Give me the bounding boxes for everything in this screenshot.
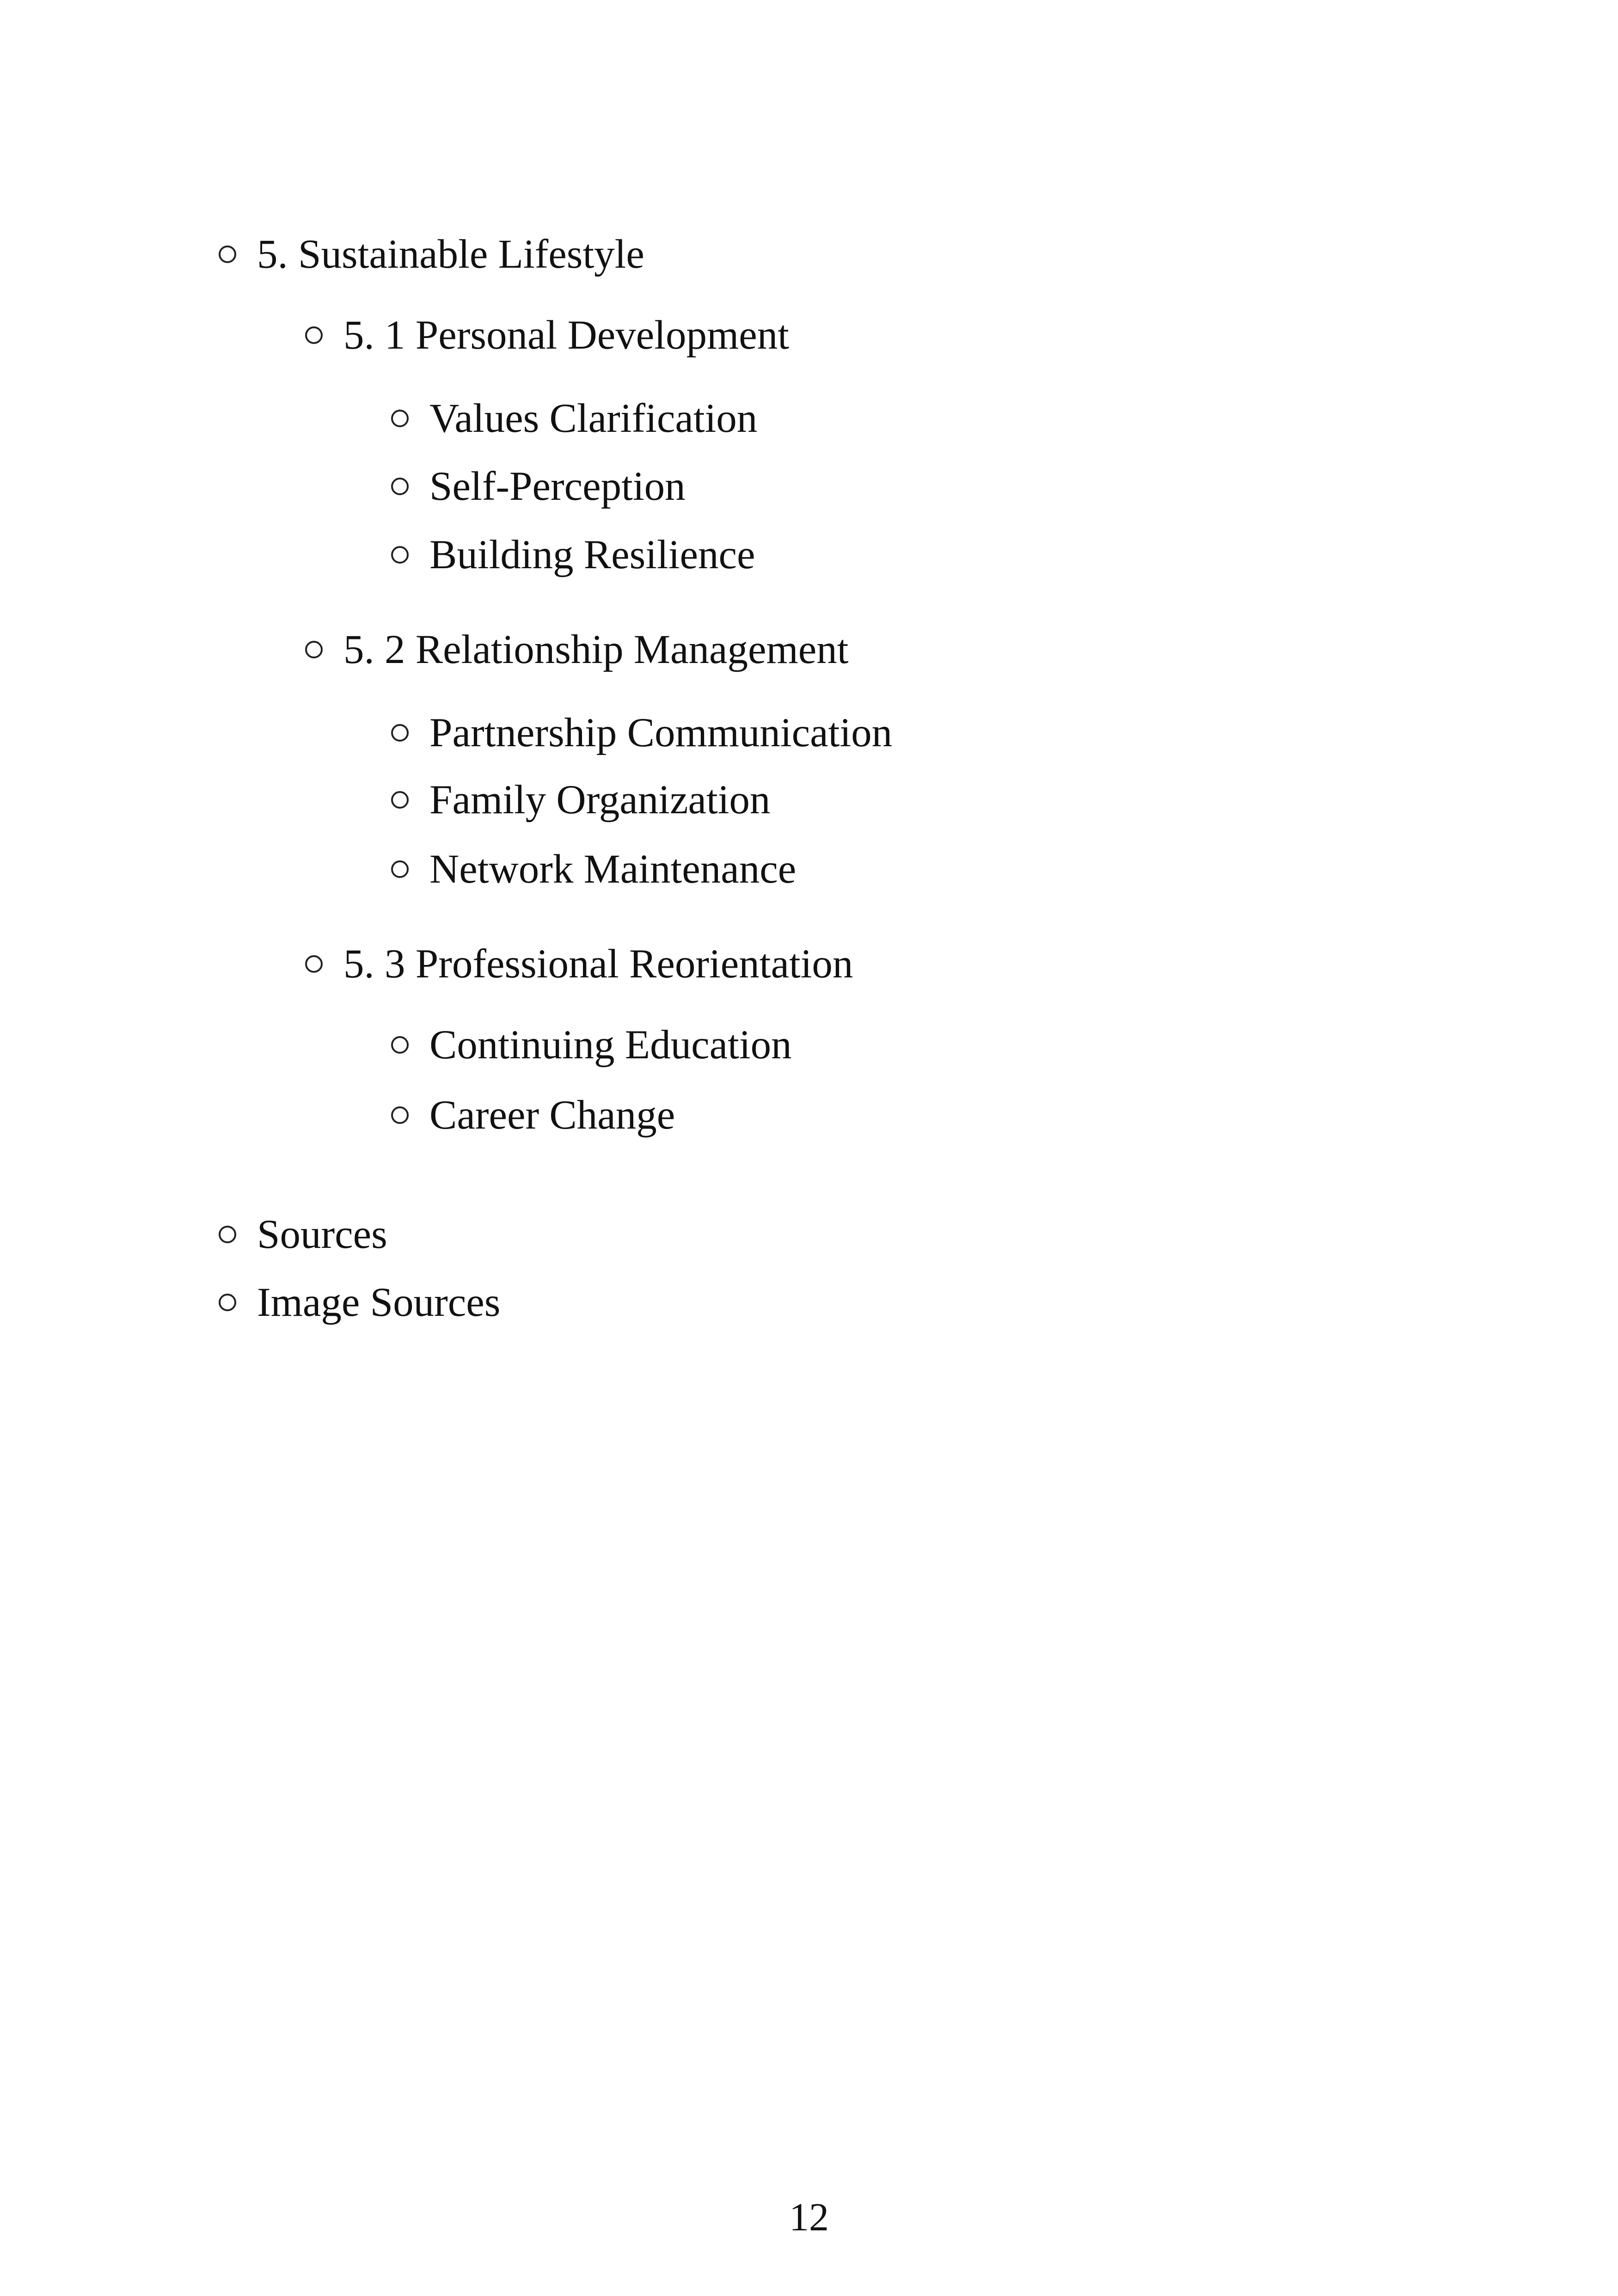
outline-item-image-sources <box>219 1275 500 1330</box>
outline-item-sustainable-lifestyle <box>219 227 644 282</box>
outline-item-label: Sources <box>257 1212 387 1257</box>
outline-item-label: Self-Perception <box>429 464 686 509</box>
outline-item-label: Partnership Communication <box>429 710 893 755</box>
circle-bullet-icon <box>391 1106 409 1124</box>
page-number: 12 <box>789 2195 829 2239</box>
outline-item-label: Network Maintenance <box>429 847 797 892</box>
circle-bullet-icon <box>391 478 409 495</box>
circle-bullet-icon <box>391 724 409 742</box>
circle-bullet-icon <box>305 955 323 973</box>
outline-item-sources <box>219 1207 387 1262</box>
outline-item-career-change <box>391 1087 675 1143</box>
outline-item-continuing-education <box>391 1017 792 1073</box>
circle-bullet-icon <box>391 860 409 878</box>
outline-item-relationship-management <box>305 622 849 677</box>
outline-item-values-clarification <box>391 391 757 446</box>
circle-bullet-icon <box>305 641 323 658</box>
circle-bullet-icon <box>219 246 236 263</box>
outline-item-self-perception <box>391 459 686 514</box>
circle-bullet-icon <box>219 1226 236 1243</box>
outline-item-personal-development <box>305 307 789 363</box>
outline-item-label: 5. Sustainable Lifestyle <box>257 232 644 277</box>
circle-bullet-icon <box>391 791 409 809</box>
outline-item-partnership-communication <box>391 705 892 761</box>
outline-item-network-maintenance <box>391 841 796 897</box>
outline-item-building-resilience <box>391 527 755 583</box>
outline-item-label: Continuing Education <box>429 1022 792 1068</box>
circle-bullet-icon <box>305 326 323 344</box>
outline-item-label: Career Change <box>429 1093 675 1138</box>
outline-item-label: Family Organization <box>429 777 771 823</box>
outline-item-label: Building Resilience <box>429 532 755 577</box>
outline-item-label: 5. 2 Relationship Management <box>343 627 849 672</box>
outline-item-label: Values Clarification <box>429 396 758 441</box>
circle-bullet-icon <box>391 546 409 564</box>
outline-item-label: Image Sources <box>257 1280 501 1325</box>
outline-item-label: 5. 1 Personal Development <box>343 313 789 358</box>
outline-item-professional-reorientation <box>305 936 853 992</box>
circle-bullet-icon <box>391 1036 409 1054</box>
outline-item-label: 5. 3 Professional Reorientation <box>343 941 853 987</box>
circle-bullet-icon <box>391 410 409 427</box>
circle-bullet-icon <box>219 1294 236 1311</box>
outline-item-family-organization <box>391 772 770 828</box>
